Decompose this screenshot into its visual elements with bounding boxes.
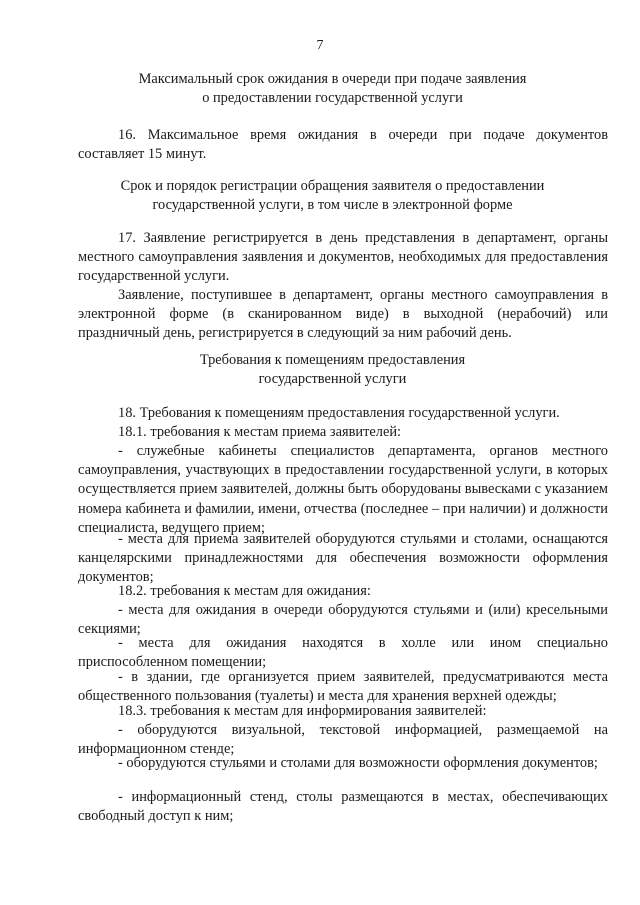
- section-heading-premises: [60, 351, 605, 389]
- paragraph-18-3-b: - оборудуются стульями и столами для возможности оформления документов;: [118, 755, 598, 771]
- paragraph-18-2-c: - в здании, где организуется прием заявителей, предусматриваются места общественного пользования (туалеты) и места для хранения верхней одежды;: [78, 669, 608, 705]
- heading-line: государственной услуги: [258, 371, 407, 387]
- paragraph-18-1-b: - места для приема заявителей оборудуются стульями и столами, оснащаются канцелярскими принадлежностями для обеспечения возможности оформления документов;: [78, 531, 608, 586]
- paragraph-18: 18. Требования к помещениям предоставления государственной услуги.: [118, 405, 560, 421]
- heading-line: Требования к помещениям предоставления: [199, 352, 466, 368]
- section-heading-registration: [60, 177, 605, 215]
- paragraph-18-1: 18.1. требования к местам приема заявителей:: [118, 424, 402, 440]
- paragraph-18-3: 18.3. требования к местам для информирования заявителей:: [118, 703, 487, 719]
- paragraph-16: 16. Максимальное время ожидания в очереди при подаче документов составляет 15 минут.: [78, 127, 608, 163]
- paragraph-18-2: 18.2. требования к местам для ожидания:: [118, 583, 371, 599]
- paragraph-18-2-a: - места для ожидания в очереди оборудуются стульями и (или) кресельными секциями;: [78, 602, 608, 638]
- paragraph-18-2-b: - места для ожидания находятся в холле или ином специально приспособленном помещении;: [78, 635, 608, 671]
- paragraph-18-3-c: - информационный стенд, столы размещаются в местах, обеспечивающих свободный доступ к ним;: [78, 789, 608, 825]
- paragraph-17-continued: Заявление, поступившее в департамент, органы местного самоуправления в электронной форме (в сканированном виде) в выходной (нерабочий) или праздничный день, регистрируется в следующий за ним рабочий день.: [78, 287, 608, 342]
- section-heading-waiting-time: [60, 70, 605, 108]
- paragraph-17: 17. Заявление регистрируется в день представления в департамент, органы местного самоуправления заявления и документов, необходимых для предоставления государственной услуги.: [78, 230, 608, 285]
- paragraph-18-1-a: - служебные кабинеты специалистов департамента, органов местного самоуправления, участвующих в предоставлении государственной услуги, в которых осуществляется прием заявителей, должны быть оборудованы вывесками с указанием номера кабинета и фамилии, имени, отчества (последнее – при наличии) и должности специалиста, ведущего прием;: [78, 443, 608, 536]
- heading-line: Срок и порядок регистрации обращения заявителя о предоставлении: [120, 178, 545, 194]
- heading-line: Максимальный срок ожидания в очереди при подаче заявления: [138, 71, 527, 87]
- paragraph-18-3-a: - оборудуются визуальной, текстовой информацией, размещаемой на информационном стенде;: [78, 722, 608, 758]
- page-number: 7: [316, 38, 324, 53]
- heading-line: государственной услуги, в том числе в электронной форме: [152, 197, 513, 213]
- heading-line: о предоставлении государственной услуги: [202, 90, 463, 106]
